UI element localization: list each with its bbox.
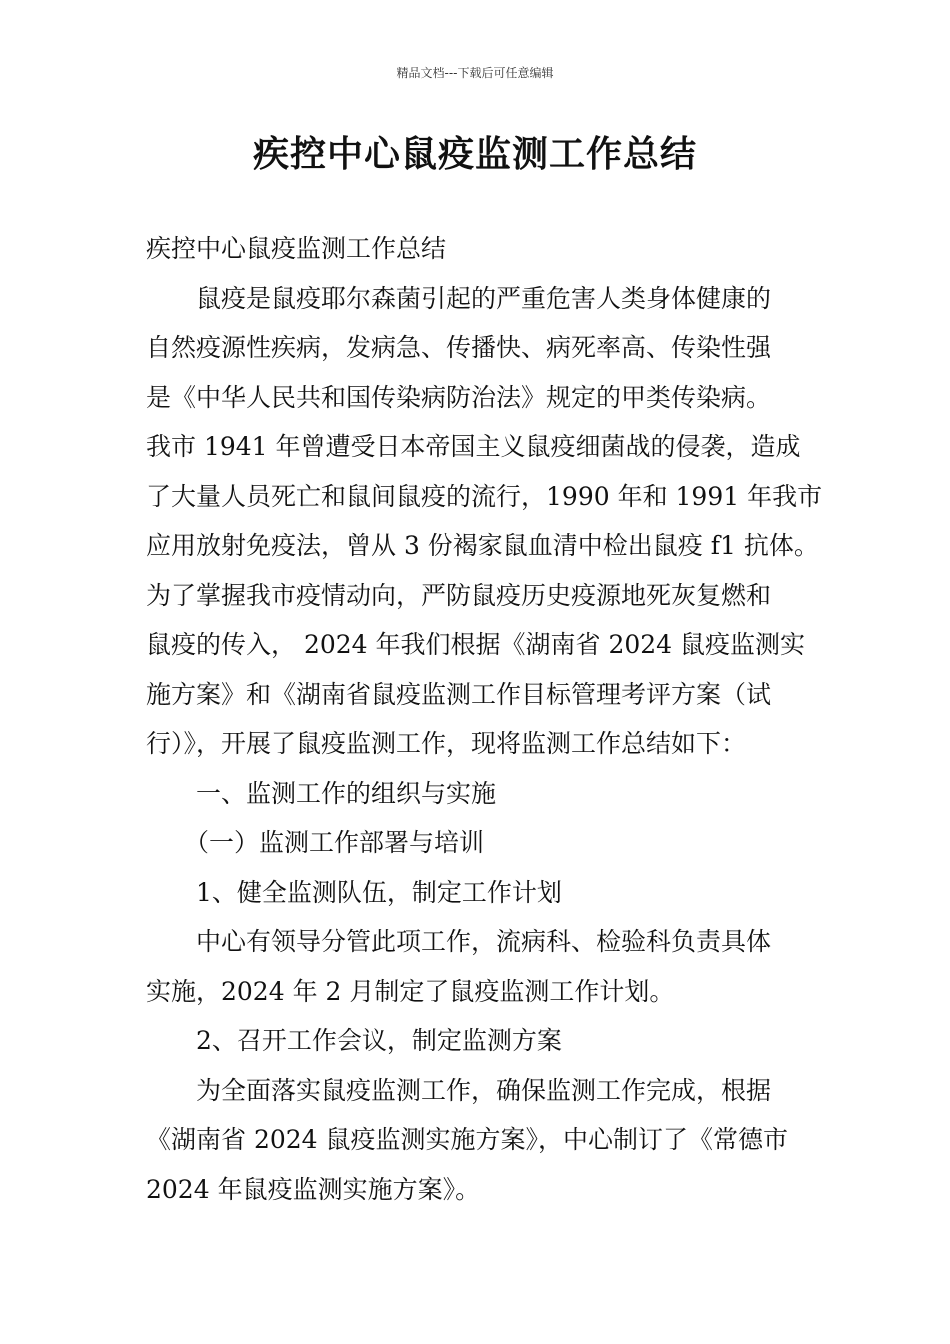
item-heading: 1、健全监测队伍，制定工作计划 xyxy=(196,877,562,907)
paragraph-line: 是《中华人民共和国传染病防治法》规定的甲类传染病。 xyxy=(146,382,772,412)
paragraph-line: 鼠疫的传入， 2024 年我们根据《湖南省 2024 鼠疫监测实 xyxy=(146,630,806,659)
paragraph-line: 2024 年鼠疫监测实施方案》。 xyxy=(146,1174,481,1204)
paragraph-line: 《湖南省 2024 鼠疫监测实施方案》，中心制订了《常德市 xyxy=(146,1125,789,1154)
document-title: 疾控中心鼠疫监测工作总结 xyxy=(252,134,697,175)
paragraph-line: 中心有领导分管此项工作，流病科、检验科负责具体 xyxy=(196,927,772,956)
paragraph-line: 鼠疫是鼠疫耶尔森菌引起的严重危害人类身体健康的 xyxy=(196,283,772,313)
paragraph-line: 行）》，开展了鼠疫监测工作，现将监测工作总结如下： xyxy=(146,729,747,758)
item-heading: 2、召开工作会议，制定监测方案 xyxy=(196,1026,562,1055)
subsection-heading: （一）监测工作部署与培训 xyxy=(184,828,485,857)
paragraph-line: 施方案》和《湖南省鼠疫监测工作目标管理考评方案（试 xyxy=(146,679,772,709)
paragraph-line: 实施，2024 年 2 月制定了鼠疫监测工作计划。 xyxy=(146,976,675,1006)
paragraph-line: 为全面落实鼠疫监测工作，确保监测工作完成，根据 xyxy=(196,1075,772,1105)
document-body xyxy=(146,224,823,1214)
paragraph-line: 自然疫源性疾病，发病急、传播快、病死率高、传染性强 xyxy=(146,333,772,362)
section-heading: 一、监测工作的组织与实施 xyxy=(196,778,497,808)
paragraph-line: 了大量人员死亡和鼠间鼠疫的流行，1990 年和 1991 年我市 xyxy=(146,481,823,511)
paragraph-line: 为了掌握我市疫情动向，严防鼠疫历史疫源地死灰复燃和 xyxy=(146,580,772,610)
header-note: 精品文档---下载后可任意编辑 xyxy=(396,66,554,80)
subtitle-line: 疾控中心鼠疫监测工作总结 xyxy=(146,234,447,263)
paragraph-line: 应用放射免疫法，曾从 3 份褐家鼠血清中检出鼠疫 f1 抗体。 xyxy=(146,531,819,560)
paragraph-line: 我市 1941 年曾遭受日本帝国主义鼠疫细菌战的侵袭，造成 xyxy=(146,432,801,461)
